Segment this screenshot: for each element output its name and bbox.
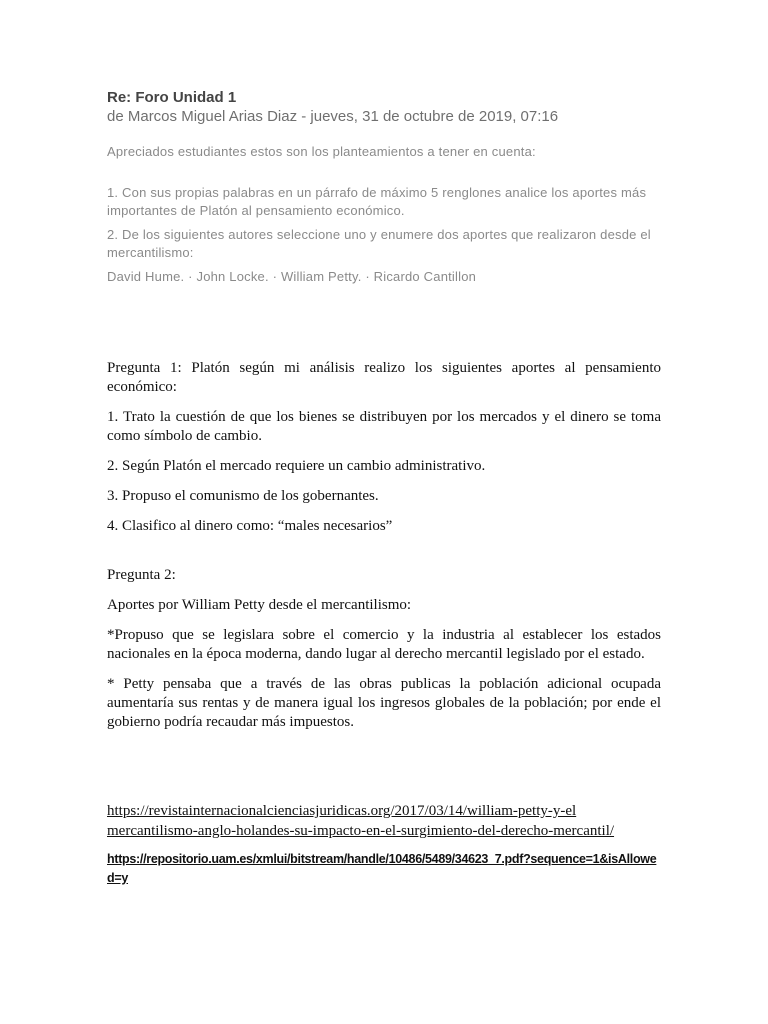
post-title: Re: Foro Unidad 1 [107, 89, 237, 106]
section-gap [107, 743, 661, 801]
reference-link-2[interactable]: https://repositorio.uam.es/xmlui/bitstream/handle/10486/5489/34623_7.pdf?sequence=1&isAllowed=y [107, 852, 657, 885]
instruction-question-2: 2. De los siguientes autores seleccione uno y enumere dos aportes que realizaron desde el mercantilismo: [107, 227, 651, 260]
instruction-authors: David Hume. · John Locke. · William Petty. · Ricardo Cantillon [107, 269, 477, 284]
answer-1-item: 4. Clasifico al dinero como: “males necesarios” [107, 518, 393, 534]
answer-1-item: 1. Trato la cuestión de que los bienes se distribuyen por los mercados y el dinero se toma como símbolo de cambio. [107, 409, 661, 444]
instructions-intro: Apreciados estudiantes estos son los planteamientos a tener en cuenta: [107, 144, 536, 159]
answer-1-item: 2. Según Platón el mercado requiere un cambio administrativo. [107, 458, 486, 474]
answer-2-item: * Petty pensaba que a través de las obras publicas la población adicional ocupada aumentaría sus rentas y de manera igual los ingresos globales de la población; por ende el gobierno podría recaudar más impuestos. [107, 676, 661, 730]
answer-2-heading: Pregunta 2: [107, 567, 176, 583]
answer-2-item: *Propuso que se legislara sobre el comercio y la industria al establecer los estados nacionales en la época moderna, dando lugar al derecho mercantil legislado por el estado. [107, 627, 661, 662]
section-gap [107, 547, 661, 566]
post-byline: de Marcos Miguel Arias Diaz - jueves, 31 de octubre de 2019, 07:16 [107, 108, 559, 125]
answer-1-heading: Pregunta 1: Platón según mi análisis realizo los siguientes aportes al pensamiento económico: [107, 360, 661, 395]
answer-1-item: 3. Propuso el comunismo de los gobernantes. [107, 488, 379, 504]
instruction-question-1: 1. Con sus propias palabras en un párrafo de máximo 5 renglones analice los aportes más importantes de Platón al pensamiento económico. [107, 185, 647, 218]
section-gap [107, 286, 661, 359]
document-page [107, 88, 661, 888]
answer-2-subheading: Aportes por William Petty desde el mercantilismo: [107, 597, 412, 613]
reference-link-1[interactable]: https://revistainternacionalcienciasjuridicas.org/2017/03/14/william-petty-y-el mercantilismo-anglo-holandes-su-impacto-en-el-surgimiento-del-derecho-mercantil/ [107, 803, 615, 839]
